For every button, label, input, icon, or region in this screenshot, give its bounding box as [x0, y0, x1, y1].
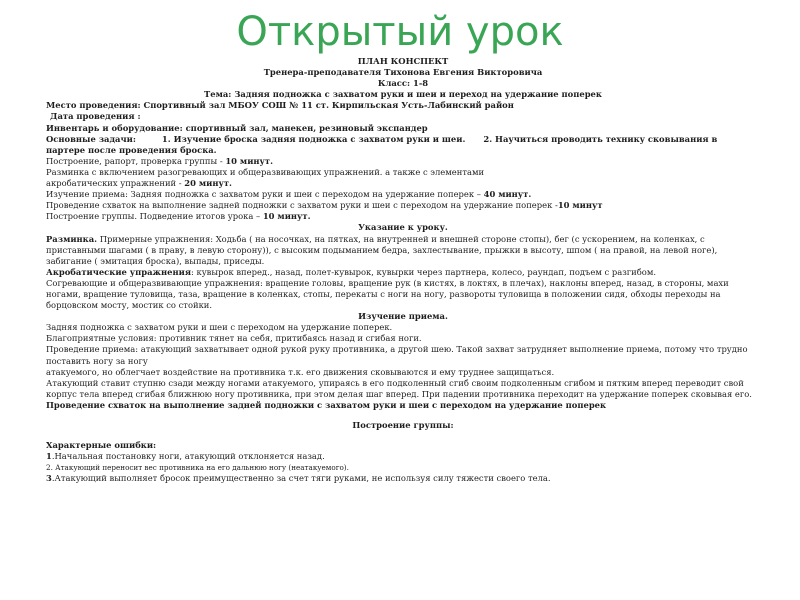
doc-line-study: [46, 189, 760, 200]
acrobatics-text: : кувырок вперед., назад, полет-кувырок, кувырки через партнера, колесо, раундап, подъем с разгибом.: [191, 266, 657, 277]
section-study: Изучение приема.: [358, 311, 448, 322]
doc-tasks: [46, 134, 760, 145]
doc-line-lock: [46, 200, 760, 211]
doc-error-2: 2. Атакующий переносит вес противника на его дальнюю ногу (неатакуемого).: [46, 463, 349, 473]
doc-topic: Тема: Задняя подножка с захватом руки и шеи и переход на удержание поперек: [204, 89, 602, 100]
line-build-time: 10 минут.: [225, 155, 273, 166]
doc-study-1: Задняя подножка с захватом руки и шеи с переходом на удержание поперек.: [46, 322, 393, 333]
line-lock-time: 10 минут: [557, 200, 603, 211]
error-3-text: .Атакующий выполняет бросок преимущественно за счет тяги руками, не используя силу тяжести своего тела.: [51, 473, 551, 484]
doc-general-exercises: Согревающие и общеразвивающие упражнения: вращение головы, вращение рук (в кистях, в локтях, в плечах), наклоны вперед, назад, в стороны, махи ногами, вращение туловища, таза, вращение в коленках, стопы, перекаты с ноги на ногу, развороты туловища в положении сидя, обходы переходы на борцовском мосту, мостик со стойки.: [46, 277, 729, 311]
doc-line-warm2: [46, 178, 760, 189]
tasks-label: Основные задачи:: [46, 133, 136, 144]
doc-heading-plan: ПЛАН КОНСПЕКТ: [357, 56, 449, 66]
line-study-time: 40 минут.: [483, 189, 532, 200]
doc-line-final: [46, 211, 760, 222]
doc-heading-trainer: Тренера-преподавателя Тихонова Евгения Викторовича: [263, 67, 543, 78]
doc-heading-class: Класс: 1-8: [377, 78, 429, 89]
line-final-text: Построение группы. Подведение итогов урока –: [46, 211, 263, 222]
error-1-number: 1: [46, 451, 52, 462]
doc-warmup: [46, 234, 760, 267]
doc-study-4: атакуемого, но облегчает воздействие на противника т.к. его движения сковываются и ему труднее защищаться.: [46, 366, 555, 377]
doc-study-3: Проведение приема: атакующий захватывает одной рукой руку противника, а другой шею. Такой захват затрудняет выполнение приема, потому что трудно поставить ногу за ногу: [46, 344, 748, 366]
line-warm2-time: 20 минут.: [184, 178, 232, 189]
warmup-text: Примерные упражнения: Ходьба ( на носочках, на пятках, на внутренней и внешней стороне стопы), бег (с ускорением, на коленках, с приставными шагами ( в праву, в левую сторону)), с высоким подыманием бедра, захлестывание, прыжки в высоту, шпом ( на правой, на левой ноге), забигание ( эмитация броска), выпады, приседы.: [46, 233, 718, 266]
line-final-time: 10 минут.: [262, 211, 311, 222]
lesson-plan-document: [46, 56, 760, 484]
spacer: [46, 411, 760, 420]
line-study-text: Изучение приема: Задняя подножка с захватом руки и шеи с переходом на удержание поперек –: [46, 189, 484, 200]
section-group: Построение группы:: [352, 420, 454, 430]
line-lock-text: Проведение схваток на выполнение задней подножки с захватом руки и шеи с переходом на удержание поперек -: [46, 200, 558, 211]
doc-tasks-cont: партере после проведения броска.: [46, 144, 217, 155]
doc-inventory: Инвентарь и оборудование: спортивный зал, манекен, резиновый экспандер: [46, 122, 428, 133]
acrobatics-label: Акробатические упражнения: [46, 266, 192, 277]
warmup-label: Разминка.: [46, 233, 98, 244]
doc-error-1: [46, 451, 760, 462]
doc-place: Место проведения: Спортивный зал МБОУ СОШ № 11 ст. Кирпильская Усть-Лабинский район: [46, 100, 514, 111]
doc-line-build: [46, 156, 760, 167]
section-instructions: Указание к уроку.: [358, 222, 448, 233]
doc-study-5: Атакующий ставит ступню сзади между ногами атакуемого, упираясь в его подколенный сгиб своим подколенным сгибом и пятким вперед переводит свой корпус тела вперед сгибая ближнюю ногу противника, при этом делая шаг вперед. При падении противника переходит на удержание поперек сковывая его.: [46, 377, 752, 399]
line-warm2-text: акробатических упражнений -: [46, 178, 185, 189]
doc-error-3: [46, 473, 760, 484]
doc-acrobatics: [46, 267, 760, 278]
doc-lock-heading: Проведение схваток на выполнение задней подножки с захватом руки и шеи с переходом на удержание поперек: [46, 399, 607, 410]
task-1: 1. Изучение броска задняя подножка с захватом руки и шеи.: [161, 133, 466, 144]
slide-title: Открытый урок: [236, 9, 564, 55]
line-build-text: Построение, рапорт, проверка группы -: [46, 155, 226, 166]
doc-date: Дата проведения :: [50, 111, 141, 122]
doc-line-warm1: Разминка с включением разогревающих и общеразвивающих упражнений. а также с элементами: [46, 166, 485, 177]
task-2: 2. Научиться проводить технику сковывания в: [483, 133, 718, 144]
error-1-text: .Начальная постановку ноги, атакующий отклоняется назад.: [51, 451, 325, 462]
spacer: [46, 431, 760, 440]
doc-errors-heading: Характерные ошибки:: [46, 440, 157, 451]
error-3-number: 3: [46, 473, 52, 484]
doc-study-2: Благоприятные условия: противник тянет на себя, притибаясь назад и сгибая ноги.: [46, 333, 422, 344]
